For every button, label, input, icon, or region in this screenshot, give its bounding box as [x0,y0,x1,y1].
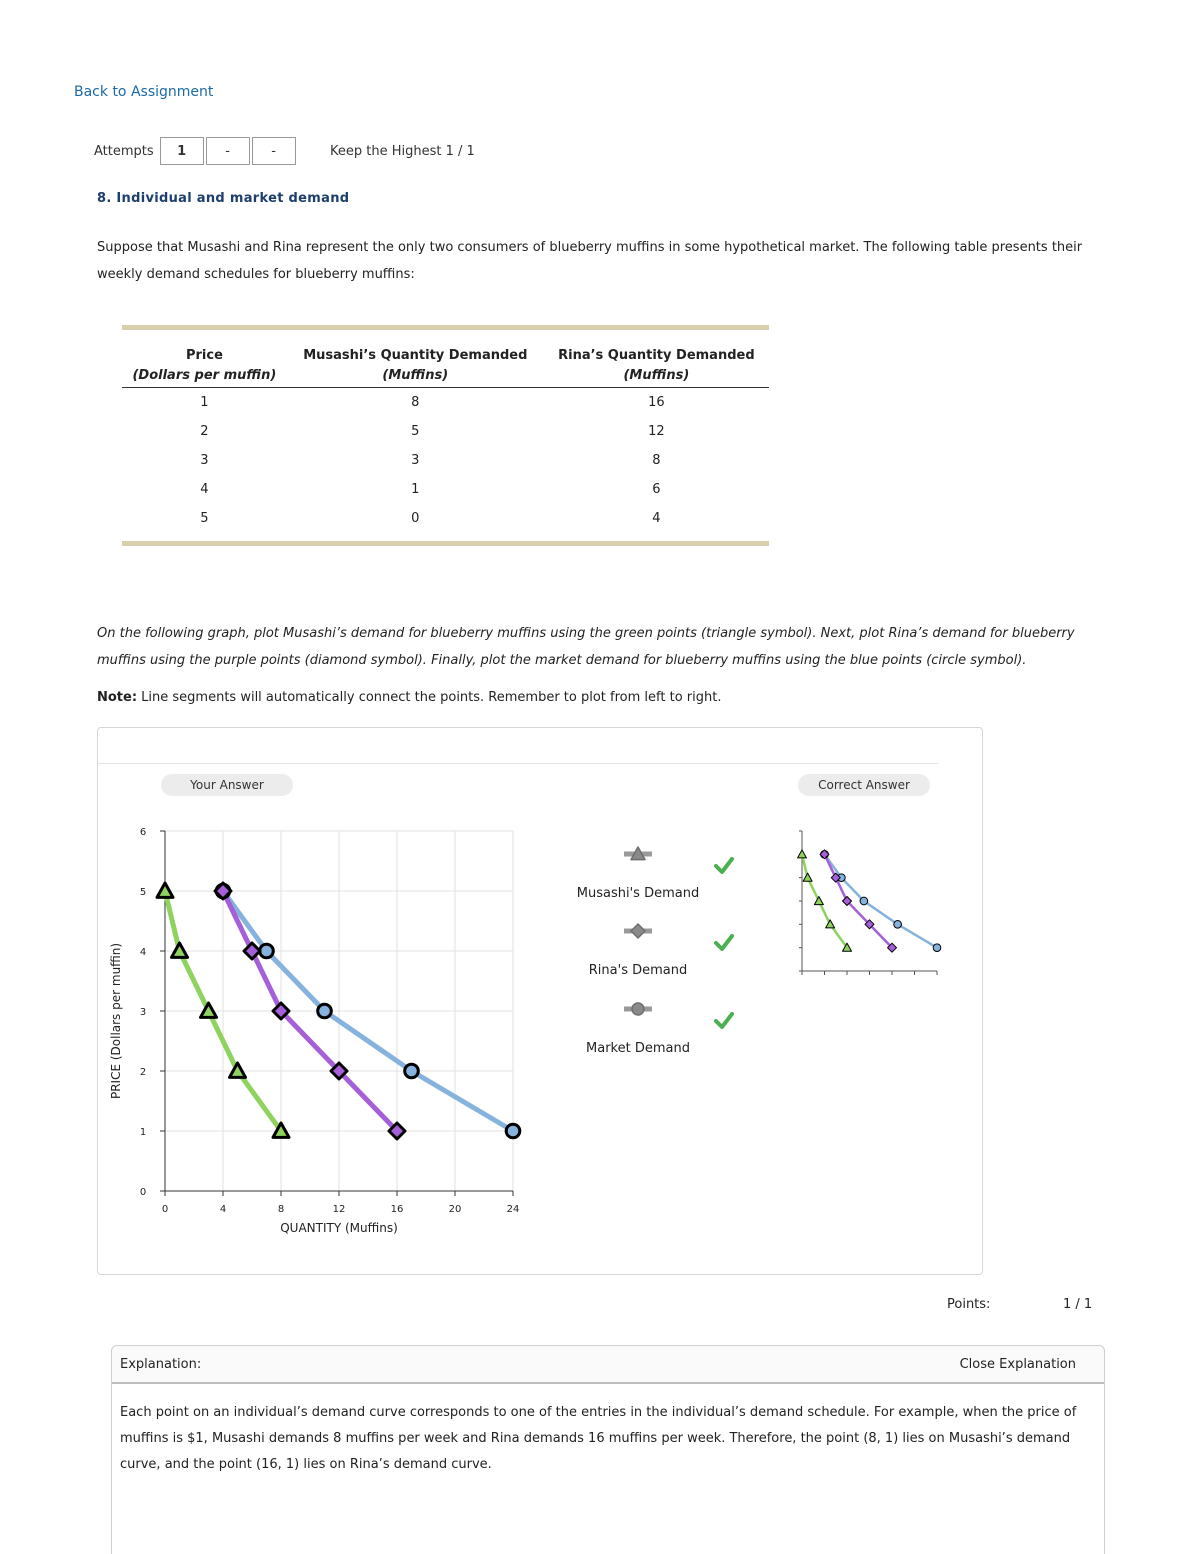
close-explanation-button[interactable]: Close Explanation [959,1356,1076,1372]
legend-label-rina: Rina's Demand [588,963,688,978]
cell-price: 1 [200,395,209,410]
data-point-triangle [201,1003,217,1017]
y-axis-label: PRICE (Dollars per muffin) [109,942,123,1100]
legend-label-musashi: Musashi's Demand [576,886,700,901]
cell-musashi: 3 [411,453,420,468]
graph-panel [97,727,983,1275]
y-tick-label: 0 [139,1187,147,1198]
question-title: 8. Individual and market demand [97,191,350,206]
cell-price: 3 [200,453,209,468]
cell-rina: 6 [652,482,661,497]
table-row [122,417,769,446]
legend-label-market: Market Demand [586,1041,690,1056]
graph-instructions: On the following graph, plot Musashi’s demand for blueberry muffins using the green points (triangle symbol). Next, plot Rina’s demand for blueberry muffins using the purple points (diamond symbol). Finally, plot the market demand for blueberry muffins using the blue points (circle symbol). [97,626,1075,668]
cell-rina: 12 [648,424,665,439]
keep-highest-text: Keep the Highest 1 / 1 [330,144,475,159]
thumb-data-point-triangle [803,873,812,881]
demand-schedule-table [122,325,769,546]
x-tick-label: 0 [161,1204,169,1215]
back-to-assignment-link[interactable]: Back to Assignment [74,84,214,100]
cell-price: 5 [200,511,209,526]
data-point-circle [405,1064,419,1078]
cell-musashi: 0 [411,511,420,526]
table-bottom-bar [122,541,769,546]
thumb-series-line-circle [825,854,938,947]
check-icon [714,933,734,953]
table-row [122,504,769,533]
table-row [122,475,769,504]
correct-answer-tab[interactable]: Correct Answer [798,774,930,796]
col-header-rina: Rina’s Quantity Demanded [558,348,755,363]
col-header-price: Price [185,348,223,363]
explanation-panel [111,1345,1105,1554]
cell-price: 2 [200,424,209,439]
thumb-series-line-triangle [802,854,847,947]
data-point-circle [260,944,274,958]
your-answer-tab[interactable]: Your Answer [161,774,293,796]
note [97,690,721,705]
thumb-data-point-circle [933,944,941,952]
thumb-data-point-triangle [798,850,807,858]
cell-musashi: 8 [411,395,420,410]
data-point-triangle [230,1063,246,1077]
demand-graph[interactable] [98,728,982,1274]
x-tick-label: 20 [448,1204,462,1215]
thumb-data-point-circle [860,897,868,905]
cell-rina: 4 [652,511,661,526]
col-subheader-rina: (Muffins) [544,363,769,388]
attempt-2[interactable]: - [206,137,250,165]
thumb-data-point-circle [894,921,902,929]
explanation-text: Each point on an individual’s demand curve corresponds to one of the entries in the individual’s demand schedule. For example, when the price of muffins is $1, Musashi demands 8 muffins per week and Rina demands 16 muffins per week. Therefore, the point (8, 1) lies on Musashi’s demand curve, and the point (16, 1) lies on Rina’s demand curve. [120,1405,1077,1472]
data-point-diamond [244,943,260,959]
data-point-circle [318,1004,332,1018]
col-subheader-musashi: (Muffins) [287,363,544,388]
check-icon [714,1011,734,1031]
question-text: Suppose that Musashi and Rina represent the only two consumers of blueberry muffins in some hypothetical market. The following table presents their weekly demand schedules for blueberry muffins: [97,240,1083,282]
y-tick-label: 6 [139,827,147,838]
cell-musashi: 5 [411,424,420,439]
data-point-triangle [172,943,188,957]
y-tick-label: 4 [139,947,147,958]
cell-rina: 16 [648,395,665,410]
x-tick-label: 12 [332,1204,346,1215]
cell-rina: 8 [652,453,661,468]
legend-marker-diamond [631,924,645,938]
note-label: Note: [97,690,138,705]
y-tick-label: 3 [139,1007,147,1018]
x-tick-label: 24 [506,1204,520,1215]
attempts-label: Attempts [94,143,154,159]
table-row [122,446,769,475]
explanation-label: Explanation: [120,1356,202,1372]
points-label: Points: [947,1297,991,1312]
y-tick-label: 2 [139,1067,147,1078]
attempt-3[interactable]: - [252,137,296,165]
thumb-data-point-triangle [814,897,823,905]
x-tick-label: 8 [277,1204,285,1215]
points-value: 1 / 1 [1063,1297,1093,1312]
col-header-musashi: Musashi’s Quantity Demanded [303,348,528,363]
col-subheader-price: (Dollars per muffin) [122,363,287,388]
thumb-data-point-triangle [826,920,835,928]
x-tick-label: 16 [390,1204,404,1215]
check-icon [714,856,734,876]
x-tick-label: 4 [219,1204,227,1215]
y-tick-label: 1 [139,1127,147,1138]
cell-price: 4 [200,482,209,497]
table-row [122,388,769,418]
explanation-header [112,1346,1104,1384]
data-point-triangle [157,883,173,897]
attempts-bar [94,137,296,165]
x-axis-label: QUANTITY (Muffins) [280,1221,398,1235]
data-point-circle [506,1124,520,1138]
y-tick-label: 5 [139,887,147,898]
cell-musashi: 1 [411,482,420,497]
attempt-1[interactable]: 1 [160,137,204,165]
correct-answer-chart [798,831,941,975]
legend-marker-circle [632,1003,644,1015]
note-text: Line segments will automatically connect the points. Remember to plot from left to right. [137,690,722,705]
